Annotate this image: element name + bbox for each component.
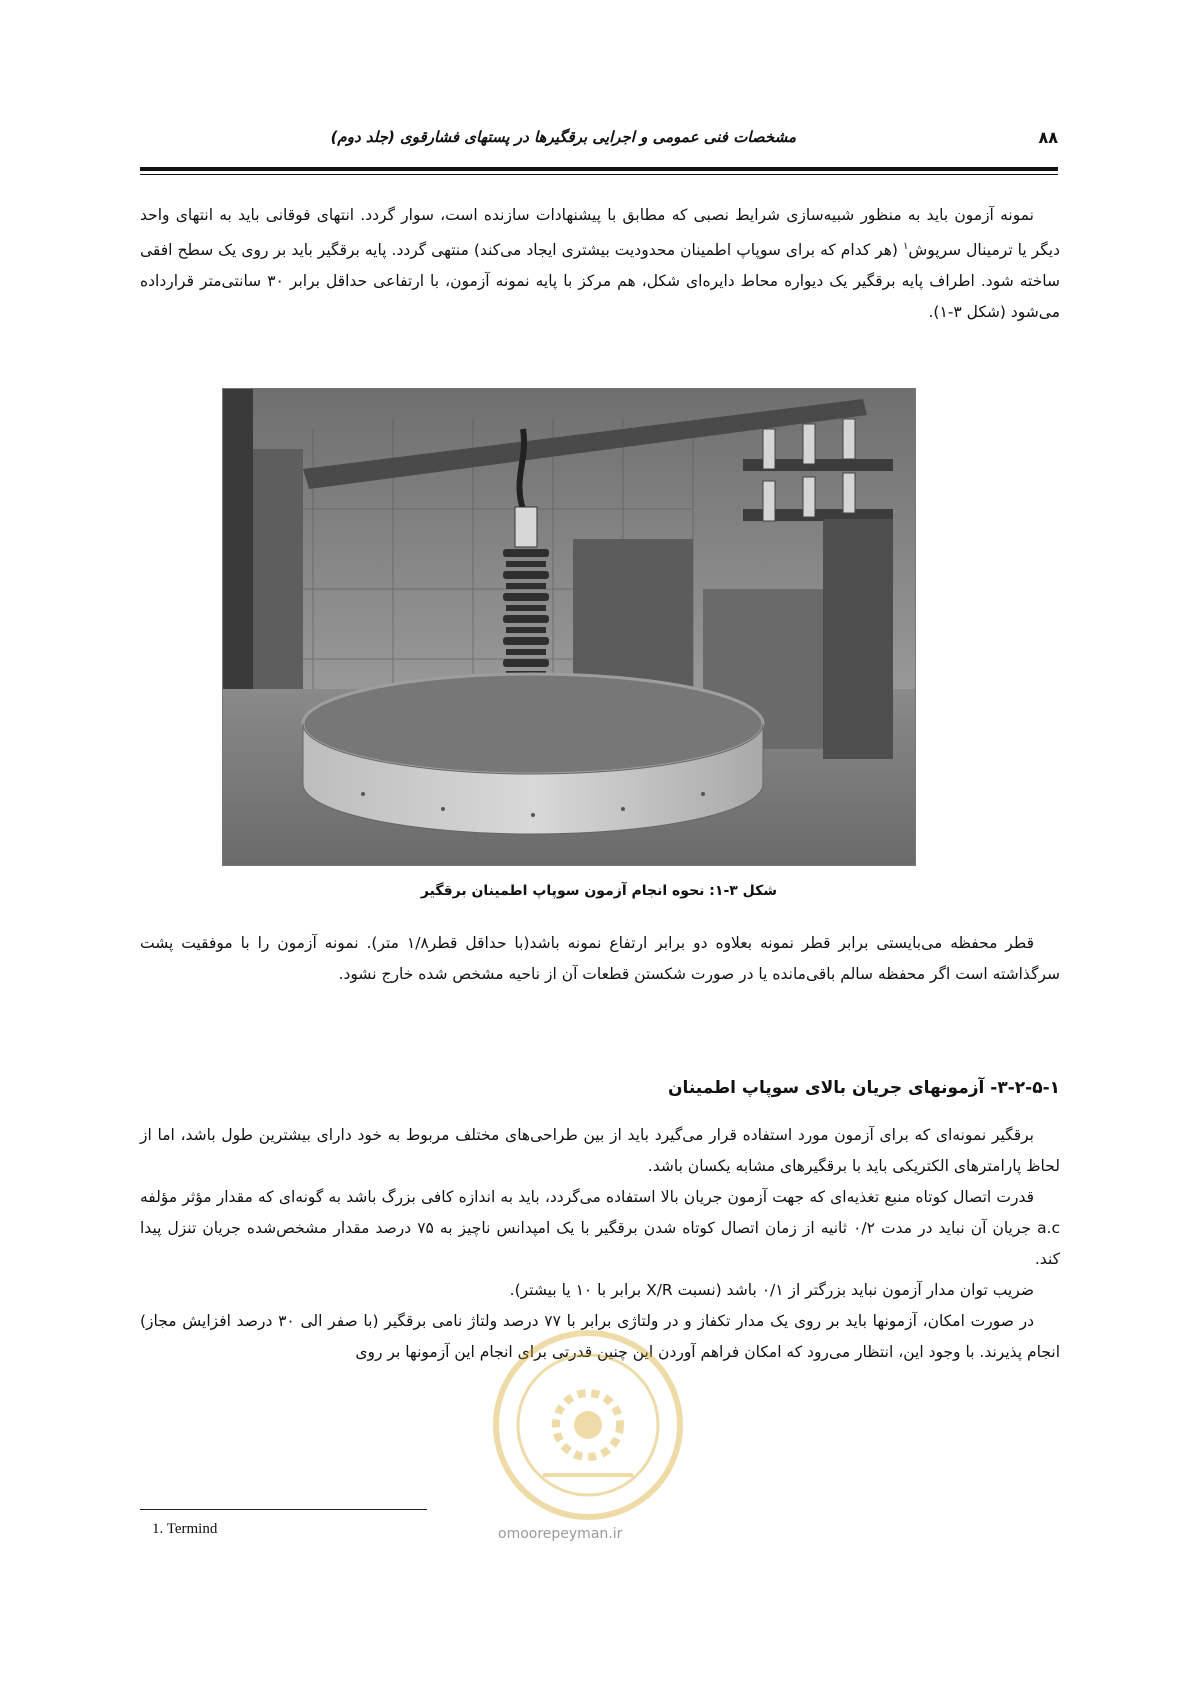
watermark-seal [488, 1325, 688, 1535]
intro-text: نمونه آزمون باید به منظور شبیه‌سازی شرایط نصبی که مطابق با پیشنهادات سازنده است، سوار گردد. انتهای فوقانی باید به انتهای واحد دیگر یا ترمینال سرپوش [140, 206, 1061, 260]
section-paragraph: برقگیر نمونه‌ای که برای آزمون مورد استفاده قرار می‌گیرد باید از بین طراحی‌های مختلف مربوط به خود دارای بیشترین طول باشد، اما از لحاظ پارامترهای الکتریکی باید با برقگیرهای مشابه یکسان باشد. [140, 1126, 1060, 1175]
watermark-url: omoorepeyman.ir [498, 1526, 623, 1542]
footnote-rule [140, 1509, 427, 1510]
footnote: 1. Termind [152, 1521, 218, 1537]
section-paragraph: قدرت اتصال کوتاه منبع تغذیه‌ای که جهت آزمون جریان بالا استفاده می‌گردد، باید به اندازه کافی بزرگ باشد به گونه‌ای که مقدار مؤثر مؤلفه a.c جریان آن نباید در مدت ۰/۲ ثانیه از زمان اتصال کوتاه شدن برقگیر با یک امپدانس ناچیز به ۷۵ درصد مقدار مشخص‌شده جریان تنزل پیدا کند. [140, 1188, 1061, 1268]
arrester-test-photo [223, 389, 915, 865]
footnote-reference[interactable]: ۱ [902, 241, 909, 252]
paragraph-text: قطر محفظه می‌بایستی برابر قطر نمونه بعلاوه دو برابر ارتفاع نمونه باشد(با حداقل قطر۱/۸ متر). نمونه آزمون را با موفقیت پشت سرگذاشته است اگر محفظه سالم باقی‌مانده یا در صورت شکستن قطعات آن از ناحیه مشخص شده خارج نشود. [140, 934, 1060, 983]
section-paragraph: در صورت امکان، آزمونها باید بر روی یک مدار تکفاز و در ولتاژی برابر با ۷۷ درصد ولتاژ نامی برقگیر (با صفر الی ۳۰ درصد افزایش مجاز) انجام پذیرند. با وجود این، انتظار می‌رود که امکان فراهم آوردن این چنین قدرتی برای انجام این آزمونها بر روی [140, 1312, 1060, 1361]
page-number: ۸۸ [1038, 128, 1058, 147]
intro-text-continued: (هر کدام که برای سوپاپ اطمینان محدودیت بیشتری ایجاد می‌کند) منتهی گردد. پایه برقگیر باید بر روی یک سطح افقی ساخته شود. اطراف پایه برقگیر یک دیواره محاط دایره‌ای شکل، هم مرکز با پایه نمونه آزمون، با ارتفاعی حداقل برابر ۳۰ سانتی‌متر قرارداده می‌شود (شکل ۳-۱). [140, 241, 1061, 322]
running-title: مشخصات فنی عمومی و اجرایی برقگیرها در پستهای فشارقوی (جلد دوم) [330, 128, 796, 146]
header-rule-thin [140, 174, 1058, 175]
section-heading: ۳-۲-۵-۱- آزمونهای جریان بالای سوپاپ اطمینان [667, 1078, 1060, 1098]
intro-paragraph [140, 200, 1060, 328]
figure-photo [222, 388, 916, 866]
section-paragraph: ضریب توان مدار آزمون نباید بزرگتر از ۰/۱ باشد (نسبت X/R برابر با ۱۰ یا بیشتر). [509, 1281, 1034, 1299]
paragraph-after-figure [140, 928, 1060, 990]
seal-logo-icon [488, 1325, 688, 1535]
header-rule-thick [140, 167, 1058, 171]
page-header [140, 128, 1058, 152]
figure-caption: شکل ۳-۱: نحوه انجام آزمون سوپاپ اطمینان برقگیر [420, 883, 778, 899]
